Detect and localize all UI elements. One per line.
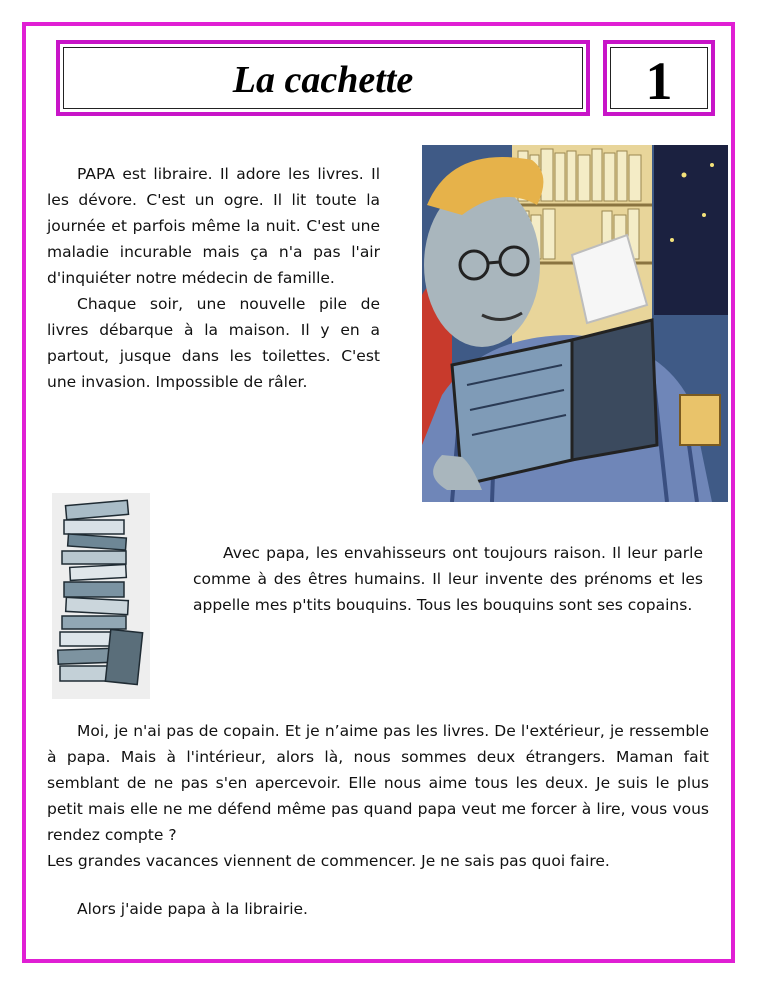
title-box xyxy=(56,40,590,116)
father-reading-illustration xyxy=(422,145,728,502)
closing-text xyxy=(47,896,709,922)
paragraph-5: Alors j'aide papa à la librairie. xyxy=(77,900,308,918)
lower-text xyxy=(47,718,709,874)
chapter-number: 1 xyxy=(645,51,673,111)
paragraph-3: Avec papa, les envahisseurs ont toujours raison. Il leur parle comme à des êtres humains. Il leur invente des prénoms et les appelle mes p'tits bouquins. Tous les bouquins sont ses copains. xyxy=(193,544,703,614)
page-title: La cachette xyxy=(232,59,414,101)
intro-text xyxy=(47,161,380,395)
paragraph-2: Chaque soir, une nouvelle pile de livres débarque à la maison. Il y en a partout, jusque dans les toilettes. C'est une invasion. Impossible de râler. xyxy=(47,295,380,391)
book-stack-illustration xyxy=(52,493,150,699)
middle-text xyxy=(193,540,703,618)
paragraph-4: Moi, je n'ai pas de copain. Et je n’aime pas les livres. De l'extérieur, je ressemble à papa. Mais à l'intérieur, alors là, nous sommes deux étrangers. Maman fait semblant de ne pas s'en apercevoir. Elle nous aime tous les deux. Je suis le plus petit mais elle ne me défend même pas quand papa veut me forcer à lire, vous vous rendez compte ? xyxy=(47,722,709,844)
chapter-number-box xyxy=(603,40,715,116)
paragraph-1: PAPA est libraire. Il adore les livres. Il les dévore. C'est un ogre. Il lit toute la journée et parfois même la nuit. C'est une maladie incurable mais ça n'a pas l'air d'inquiéter notre médecin de famille. xyxy=(47,165,380,287)
paragraph-4-last-line: Les grandes vacances viennent de commencer. Je ne sais pas quoi faire. xyxy=(47,852,610,870)
